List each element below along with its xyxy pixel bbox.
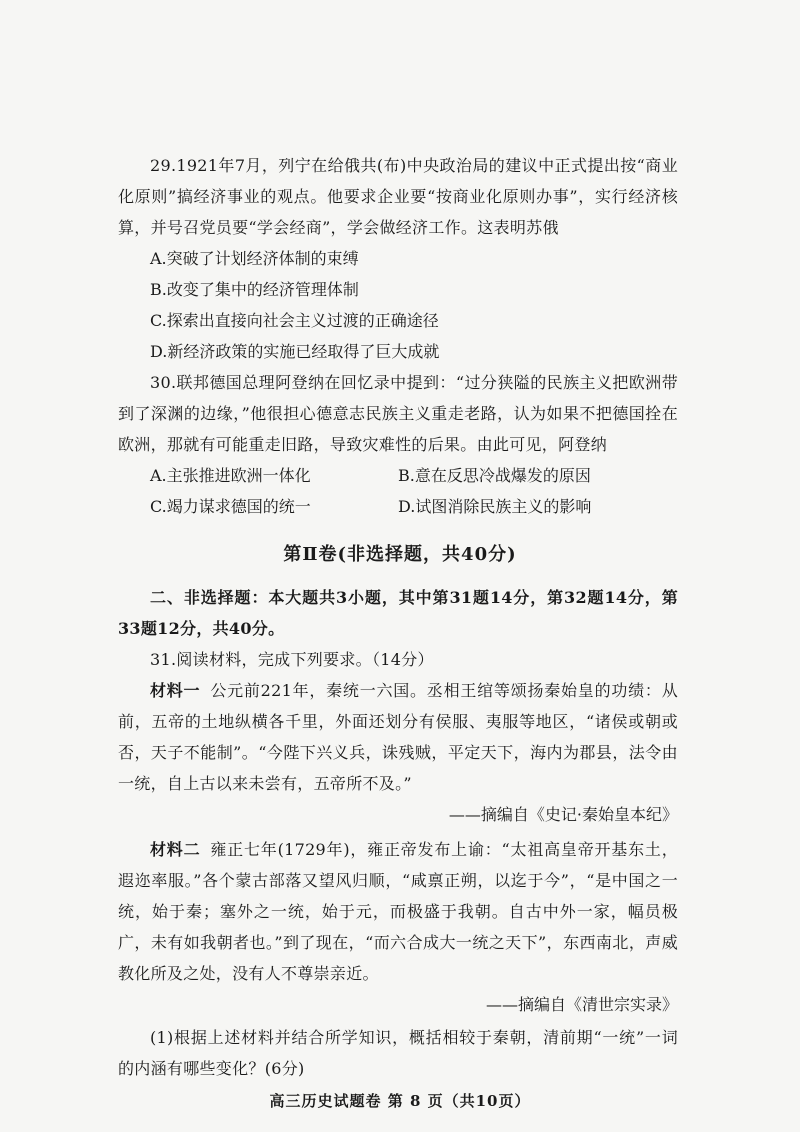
q29-option-c: C.探索出直接向社会主义过渡的正确途径 [150, 311, 439, 330]
q29-option-b: B.改变了集中的经济管理体制 [150, 280, 359, 299]
q30-option-d: D.试图消除民族主义的影响 [398, 497, 592, 516]
q29-option-d: D.新经济政策的实施已经取得了巨大成就 [150, 342, 440, 361]
section-title: 第Ⅱ卷(非选择题，共40分) [283, 544, 517, 565]
q30-option-c: C.竭力谋求德国的统一 [150, 497, 311, 516]
material-two-source: ——摘编自《清世宗实录》 [485, 995, 678, 1014]
material-two-label: 材料二 [150, 840, 201, 859]
material-two [118, 834, 678, 989]
q29-option-a: A.突破了计划经济体制的束缚 [150, 249, 359, 268]
q31-stem: 31.阅读材料，完成下列要求。（14分） [150, 650, 434, 669]
material-one-source: ——摘编自《史记·秦始皇本纪》 [448, 805, 678, 824]
q30-option-a: A.主张推进欧洲一体化 [150, 466, 311, 485]
page-footer: 高三历史试题卷 第 8 页（共10页） [269, 1092, 531, 1110]
material-two-text: 雍正七年(1729年)，雍正帝发布上谕：“太祖高皇帝开基东土，遐迩率服。”各个蒙古部落又望风归顺，“咸禀正朔，以迄于今”，“是中国之一统，始于秦；塞外之一统，始于元，而极盛于我朝。自古中外一家，幅员极广，未有如我朝者也。”到了现在，“而六合成大一统之天下”，东西南北，声威教化所及之处，没有人不尊崇亲近。 [118, 840, 678, 983]
q31-sub1: (1)根据上述材料并结合所学知识，概括相较于秦朝，清前期“一统”一词的内涵有哪些变化？(6分) [118, 1028, 678, 1078]
q30-option-b: B.意在反思冷战爆发的原因 [398, 466, 591, 485]
material-one-text: 公元前221年，秦统一六国。丞相王绾等颂扬秦始皇的功绩：从前，五帝的土地纵横各千里，外面还划分有侯服、夷服等地区，“诸侯或朝或否，天子不能制”。“今陛下兴义兵，诛残贼，平定天下，海内为郡县，法令由一统，自上古以来未尝有，五帝所不及。” [118, 681, 678, 793]
q29-stem: 29.1921年7月，列宁在给俄共(布)中央政治局的建议中正式提出按“商业化原则”搞经济事业的观点。他要求企业要“按商业化原则办事”，实行经济核算，并号召党员要“学会经商”，学会做经济工作。这表明苏俄 [118, 156, 678, 237]
material-one [118, 675, 678, 799]
q30-stem: 30.联邦德国总理阿登纳在回忆录中提到：“过分狭隘的民族主义把欧洲带到了深渊的边缘，”他很担心德意志民族主义重走老路，认为如果不把德国拴在欧洲，那就有可能重走旧路，导致灾难性的后果。由此可见，阿登纳 [118, 373, 678, 454]
section-intro: 二、非选择题：本大题共3小题，其中第31题14分，第32题14分，第33题12分，共40分。 [118, 588, 678, 638]
material-one-label: 材料一 [150, 681, 201, 700]
